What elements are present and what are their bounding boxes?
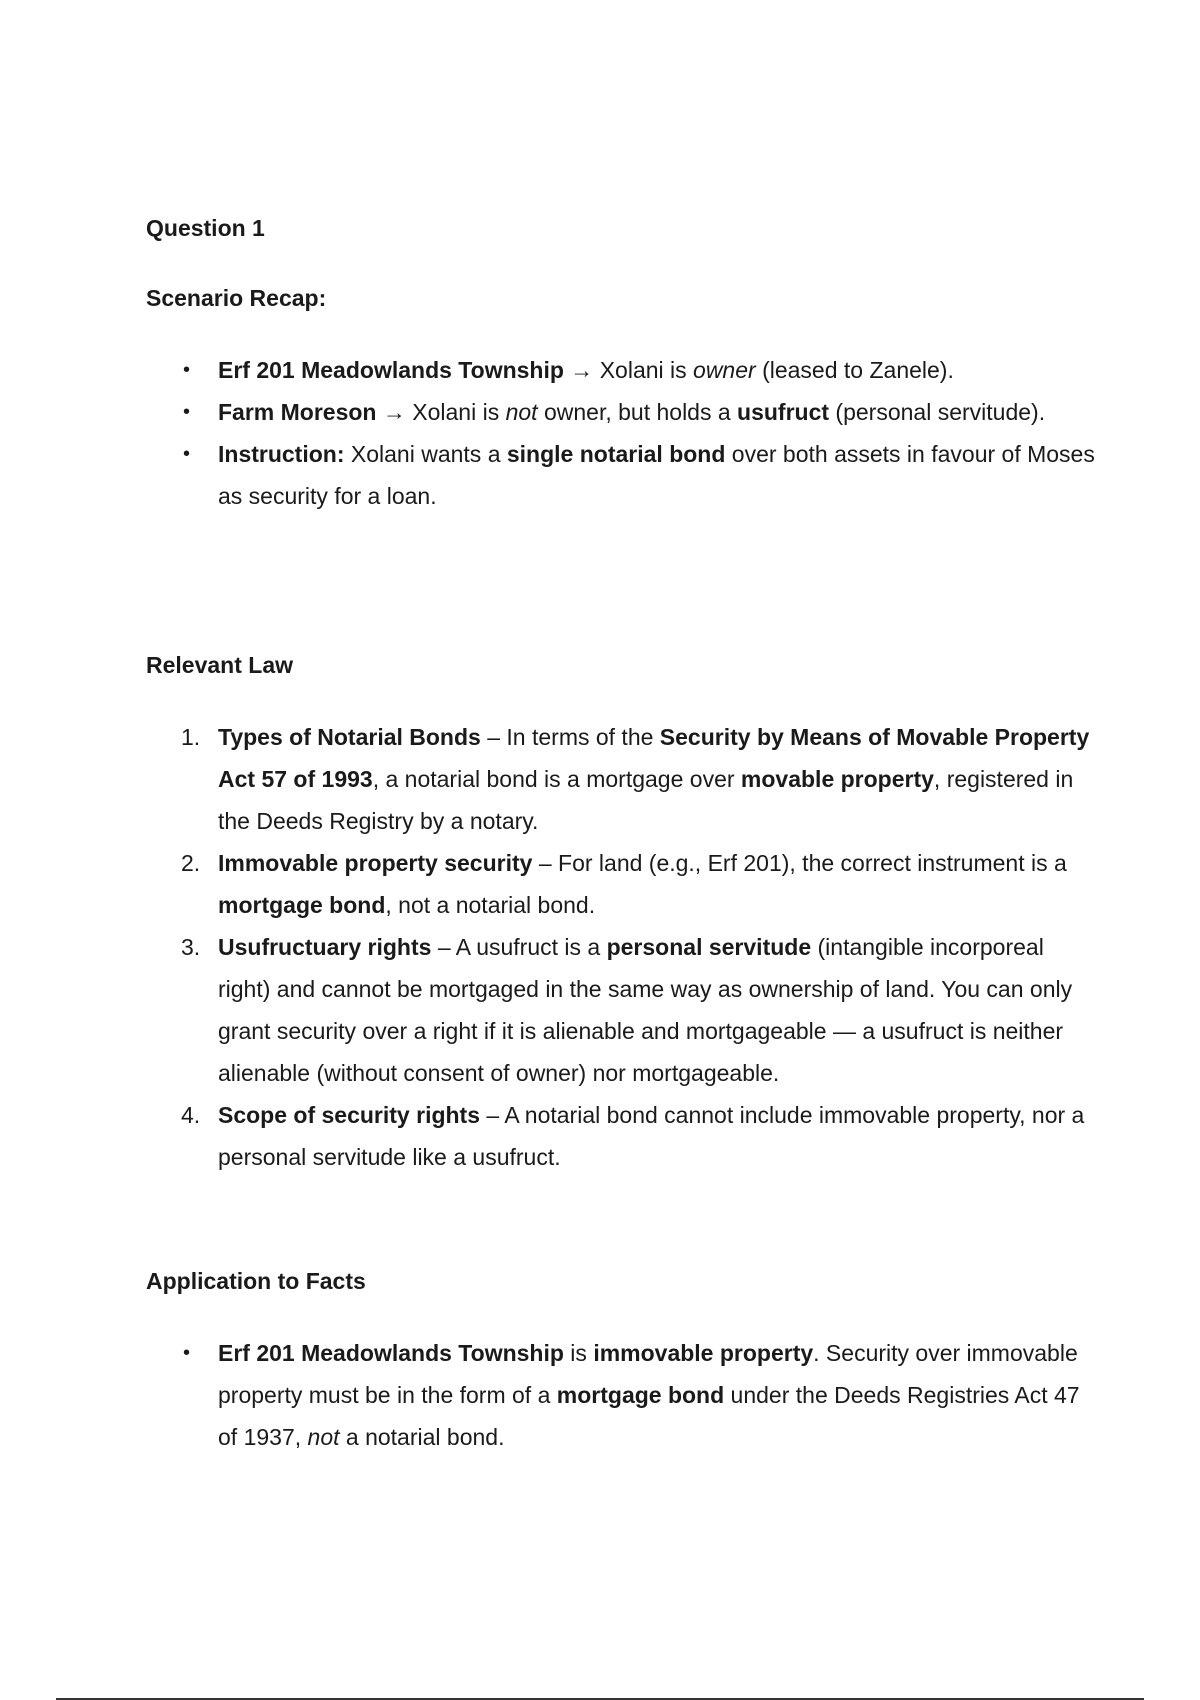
bullet-icon: • [183,359,191,381]
list-item: • Farm Moreson → Xolani is not owner, but holds a usufruct (personal servitude). [218,391,1098,433]
application-heading: Application to Facts [146,1268,366,1294]
bullet-icon: • [183,443,191,465]
relevant-law-list [181,716,1098,1178]
scenario-list [183,349,1098,517]
list-item: • Erf 201 Meadowlands Township is immovable property. Security over immovable property must be in the form of a mortgage bond under the Deeds Registries Act 47 of 1937, not a notarial bond. [218,1332,1098,1458]
question-title: Question 1 [146,215,265,241]
scenario-heading: Scenario Recap: [146,285,327,311]
relevant-law-heading: Relevant Law [146,652,293,678]
list-item: 4. Scope of security rights – A notarial bond cannot include immovable property, nor a personal servitude like a usufruct. [181,1102,1085,1170]
list-item: 2. Immovable property security – For land (e.g., Erf 201), the correct instrument is a mortgage bond, not a notarial bond. [181,850,1067,918]
bullet-icon: • [183,1342,191,1364]
list-item: • Erf 201 Meadowlands Township → Xolani is owner (leased to Zanele). [218,349,1098,391]
application-list [183,1332,1098,1458]
list-item: 3. Usufructuary rights – A usufruct is a personal servitude (intangible incorporeal right) and cannot be mortgaged in the same way as ownership of land. You can only grant security over a right if it is alienable and mortgageable — a usufruct is neither alienable (without consent of owner) nor mortgageable. [181,934,1073,1086]
bullet-icon: • [183,401,191,423]
list-item: • Instruction: Xolani wants a single notarial bond over both assets in favour of Moses as security for a loan. [218,433,1098,517]
list-item: 1. Types of Notarial Bonds – In terms of the Security by Means of Movable Property Act 57 of 1993, a notarial bond is a mortgage over movable property, registered in the Deeds Registry by a notary. [181,724,1090,834]
